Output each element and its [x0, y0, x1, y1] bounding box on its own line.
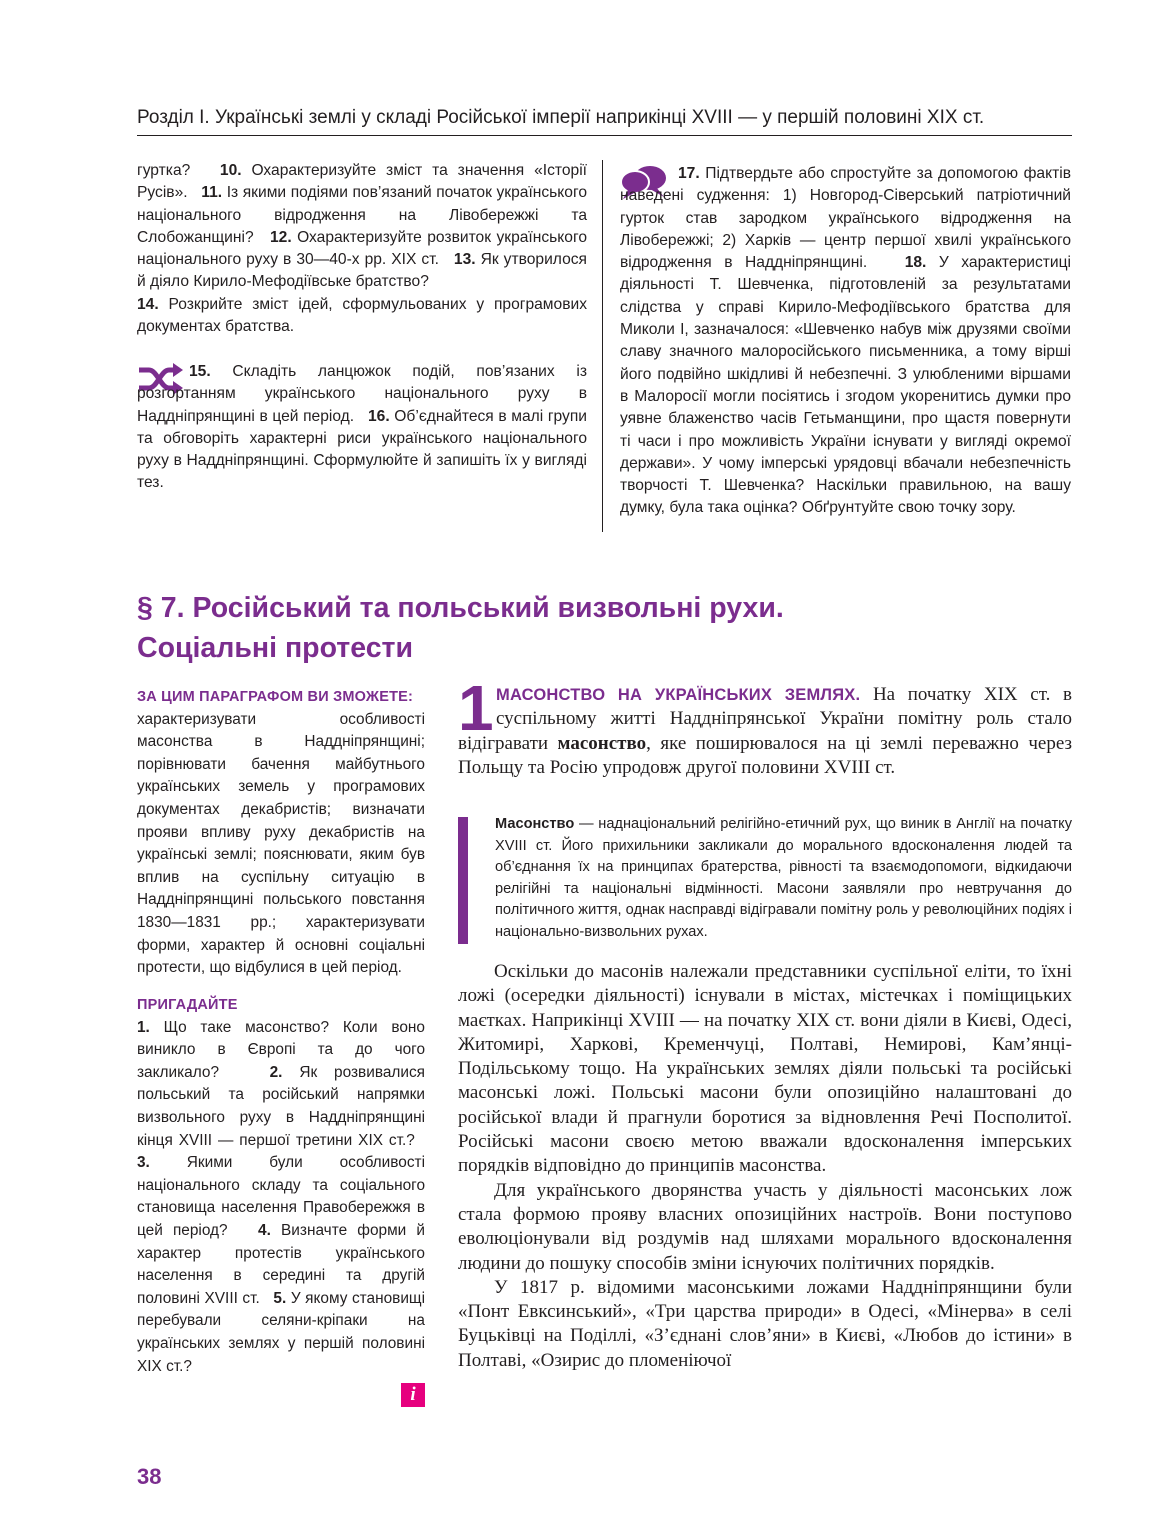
running-header: Розділ I. Українські землі у складі Російської імперії наприкінці XVIII — у першій половині XIX ст. — [137, 107, 985, 128]
point1-bold-term: масонство — [557, 732, 647, 754]
recall-heading: ПРИГАДАЙТЕ — [137, 997, 238, 1013]
questions-left-block — [137, 160, 587, 338]
q15-text: Складіть ланцюжок подій, пов’язаних із розгортанням українського національного руху в Наддніпрянщині в цей період. — [137, 363, 587, 425]
definition-term: Масонство — [495, 816, 575, 832]
q15-number: 15. — [189, 363, 211, 380]
point1-text-a: На початку XIX ст. в суспільному житті Наддніпрянської України помітну роль стало відігравати — [458, 684, 1072, 754]
q13-number: 13. — [453, 251, 476, 269]
definition-text: — наднаціональний релігійно-етичний рух, що виник в Англії на початку XVIII ст. Його прихильники закликали до морального вдосконалення людей та об’єднання їх на принципах братерства, рівності та взаємодопомоги, відкидаючи релігійні та національні відмінності. Масони заявляли про невтручання до політичного життя, однак насправді відігравали помітну роль у революційних подіях і національно-визвольних рухах. — [495, 816, 1072, 940]
q14-number: 14. — [137, 295, 159, 313]
q10-number: 10. — [219, 162, 242, 179]
point1-heading: МАСОНСТВО НА УКРАЇНСЬКИХ ЗЕМЛЯХ. — [496, 686, 861, 704]
recall-q3-text: Якими були особливості національного складу та соціального становища населення Правобережжя в цей період? — [137, 1154, 425, 1239]
recall-block — [137, 994, 425, 1378]
q12-text: Охарактеризуйте розвиток українського національного руху в 30—40-х рр. XIX ст. — [137, 228, 587, 269]
q13-text: Як утворилося й діяло Кирило-Мефодіївське братство? — [137, 251, 587, 291]
point1-intro — [458, 683, 1072, 780]
q18-number: 18. — [904, 254, 927, 272]
q16-text: Об’єднайтеся в малі групи та обговоріть характерні риси українського національного руху в Наддніпрянщині. Сформулюйте й запишіть їх у вигляді тез. — [137, 407, 587, 492]
section-title-line1: § 7. Російський та польський визвольні рухи. — [137, 592, 784, 624]
body-paragraph-2: Для українського дворянства участь у діяльності масонських лож стала формою прояву власних опозиційних настроїв. Вони поступово еволюціонували від роздумів над шляхами морального вдосконалення людини до пошуку способів зміни існуючих політичних порядків. — [458, 1179, 1072, 1274]
recall-q4-text: Визначте форми й характер протестів українського населення в середині та другій половині XVIII ст. — [137, 1221, 425, 1307]
q10-text: Охарактеризуйте зміст та значення «Історії Русів». — [137, 162, 588, 202]
section-title — [137, 588, 1037, 668]
recall-q3-number: 3. — [137, 1154, 150, 1172]
info-icon[interactable]: i — [401, 1383, 425, 1407]
recall-q1-text: Що таке масонство? Коли воно виникло в Європі та до чого закликало? — [137, 1018, 425, 1081]
body-paragraph-3: У 1817 р. відомими масонськими ложами Наддніпрянщини були «Понт Евксинський», «Три царства природи» в Одесі, «Мінерва» в селі Буцьківці на Поділлі, «З’єднані слов’яни» в Києві, «Любов до істини» в Полтаві, «Озирис до пломеніючої — [458, 1276, 1072, 1371]
recall-q2-number: 2. — [269, 1063, 283, 1081]
definition-text-block — [495, 814, 1072, 944]
definition-bar — [458, 817, 468, 944]
point1-text-b: , яке поширювалося на ці землі переважно через Польщу та Росію упродовж другої половини XVIII ст. — [458, 732, 1073, 778]
header-rule — [137, 135, 1072, 136]
point-number: 1 — [458, 672, 494, 744]
q18-text: У характеристиці діяльності Т. Шевченка, підготовленій за результатами слідства у справі Кирило-Мефодіївського братства для Миколи I, зазначалося: «Шевченко набув між друзями своїми славу значного малоросійського письменника, а тому вірші його подвійно шкідливі й небезпечні. З улюбленими віршами в Малоросії могли посіятись і згодом укоренитись думки про уявне блаженство часів Гетьманщини, про щастя повернути ті часи і про можливість України існувати у вигляді окремої держави». У чому імперські урядовці вбачали небезпечність творчості Т. Шевченка? Наскільки правильною, на вашу думку, була така оцінка? Обґрунтуйте свою точку зору. — [620, 254, 1072, 517]
main-body — [458, 960, 1072, 1373]
q12-number: 12. — [269, 228, 292, 246]
q14-text: Розкрийте зміст ідей, сформульованих у програмових документах братства. — [137, 295, 587, 336]
questions-left-block-2 — [137, 361, 587, 495]
column-divider — [602, 160, 603, 532]
recall-q2-text: Як розвивалися польський та російський напрямки визвольного руху в Наддніпрянщині кінця XVIII — першої третини XIX ст.? — [137, 1063, 426, 1149]
q11-text: Із якими подіями пов’язаний початок українського національного відродження на Лівобережжі та Слобожанщині? — [137, 184, 587, 246]
q17-text: Підтвердьте або спростуйте за допомогою фактів наведені судження: 1) Новгород-Сіверський патріотичний гурток став зародком українського відродження на Лівобережжі; 2) Харків — центр першої хвилі українського відродження в Наддніпрянщині. — [620, 165, 1071, 272]
goals-block — [137, 686, 425, 980]
q11-number: 11. — [201, 184, 223, 202]
goals-heading: ЗА ЦИМ ПАРАГРАФОМ ВИ ЗМОЖЕТЕ: — [137, 689, 414, 705]
goals-text: характеризувати особливості масонства в Наддніпрянщині; порівнювати бачення майбутнього українських земель у програмових документах декабристів; визначати прояви впливу руху декабристів на українські землі; пояснювати, яким був вплив на суспільну ситуацію в Наддніпрянщині польського повстання 1830—1831 рр.; характеризувати форми, характер й основні соціальні протести, що відбулися в цей період. — [137, 710, 425, 977]
recall-q1-number: 1. — [137, 1018, 150, 1036]
body-paragraph-1: Оскільки до масонів належали представники суспільної еліти, то їхні ложі (осередки діяльності) існували в містах, містечках і поміщицьких маєтках. Наприкінці XVIII — на початку XIX ст. вони діяли в Києві, Одесі, Житомирі, Харкові, Кременчуці, Полтаві, Немирові, Кам’янці-Подільському тощо. На українських землях діяли польські та російські масонські ложі. Польські масони були опозиційно налаштовані до російської влади й прагнули боротися за відновлення Речі Посполитої. Російські масони своєю метою вважали вдосконалення імперських порядків відповідно до принципів масонства. — [458, 961, 1072, 1177]
recall-q5-number: 5. — [273, 1289, 287, 1307]
section-title-line2: Соціальні протести — [137, 632, 414, 664]
q-start: гуртка? — [137, 162, 191, 179]
q16-number: 16. — [367, 407, 390, 425]
q17-number: 17. — [678, 165, 700, 182]
questions-right-block — [620, 163, 1071, 520]
recall-q5-text: У якому становищі перебували селяни-кріпаки на українських землях у першій половині XIX ст.? — [137, 1289, 426, 1375]
page-number: 38 — [137, 1464, 162, 1489]
recall-q4-number: 4. — [258, 1221, 271, 1239]
